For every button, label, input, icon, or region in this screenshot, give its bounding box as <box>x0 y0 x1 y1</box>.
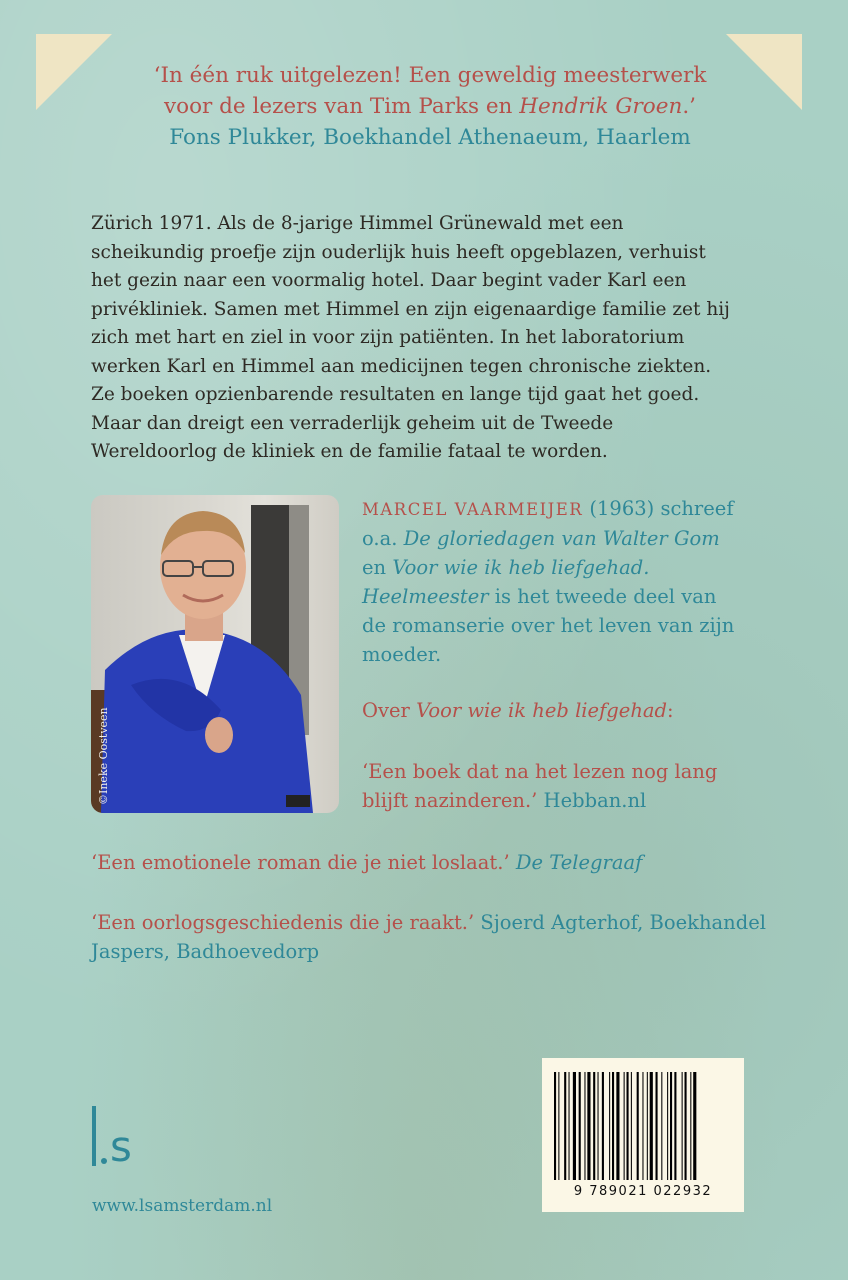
author-photo <box>91 495 339 813</box>
photo-corner-top-left <box>36 34 112 110</box>
logo-dot-icon <box>101 1158 107 1164</box>
top-quote: ‘In één ruk uitgelezen! Een geweldig meesterwerk voor de lezers van Tim Parks en Hendrik Groen.’ Fons Plukker, Boekhandel Athenaeum, Haarlem <box>153 63 707 150</box>
isbn-number: 9 789021 022932 <box>573 1184 713 1199</box>
author-bio: MARCEL VAARMEIJER (1963) schreef o.a. De gloriedagen van Walter Gom en Voor wie ik heb liefgehad. Heelmeester is het tweede deel van de romanserie over het leven van zijn moeder. <box>362 497 735 666</box>
review-quote-2: ‘Een emotionele roman die je niet loslaat.’ De Telegraaf <box>91 851 643 874</box>
review-quote-1: ‘Een boek dat na het lezen nog lang blijft nazinderen.’ Hebban.nl <box>362 760 718 812</box>
barcode <box>542 1058 744 1212</box>
logo-bar-icon <box>92 1106 96 1166</box>
publisher-logo <box>92 1106 172 1176</box>
logo-s-icon: s <box>110 1122 132 1171</box>
author-name: MARCEL VAARMEIJER <box>362 500 584 519</box>
photo-corner-top-right <box>726 34 802 110</box>
review-quote-3: ‘Een oorlogsgeschiedenis die je raakt.’ Sjoerd Agterhof, Boekhandel Jaspers, Badhoevedorp <box>91 911 766 963</box>
barcode-bars-icon <box>554 1072 732 1180</box>
over-heading: Over Voor wie ik heb liefgehad: <box>362 699 674 722</box>
photo-credit: ©Ineke Oostveen <box>97 707 110 805</box>
blurb-text: Zürich 1971. Als de 8-jarige Himmel Grünewald met een scheikundig proefje zijn ouderlijk huis heeft opgeblazen, verhuist het gezin naar een voormalig hotel. Daar begint vader Karl een privékliniek. Samen met Himmel en zijn eigenaardige familie zet hij zich met hart en ziel in voor zijn patiënten. In het laboratorium werken Karl en Himmel aan medicijnen tegen chronische ziekten. Ze boeken opzienbarende resultaten en lange tijd gaat het goed. Maar dan dreigt een verraderlijk geheim uit de Tweede Wereldoorlog de kliniek en de familie fataal te worden. <box>91 213 730 462</box>
publisher-website[interactable]: www.lsamsterdam.nl <box>92 1196 273 1216</box>
